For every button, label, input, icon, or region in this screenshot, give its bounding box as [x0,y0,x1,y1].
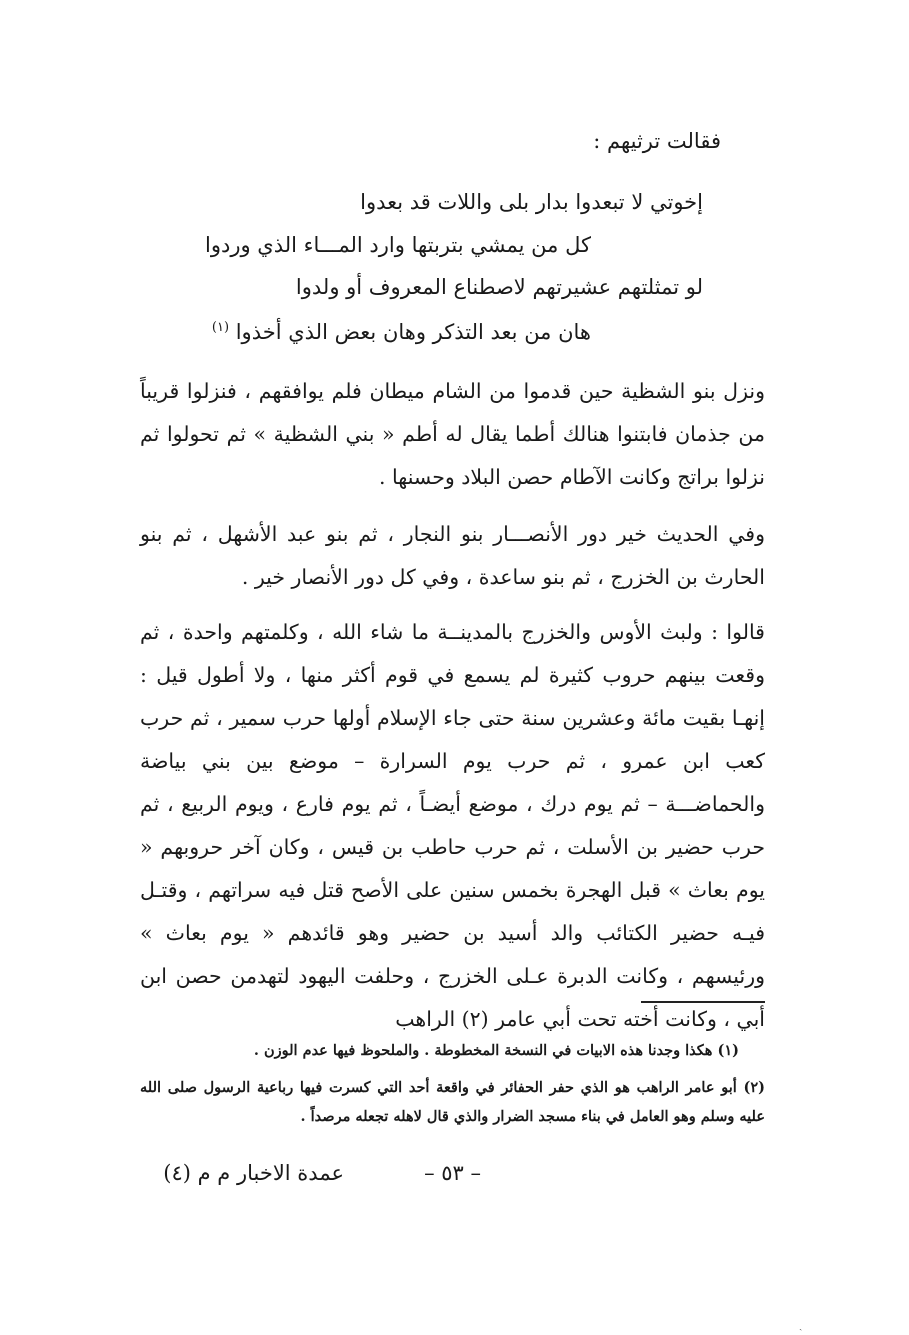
intro-line: فقالت ترثيهم : [593,129,721,153]
verse-line-2: كل من يمشي بتربتها وارد المـــاء الذي وردوا [205,233,591,257]
verse-line-4 [212,313,591,347]
footnote-ref-1[interactable]: (١) [211,320,230,335]
page-number: – ٥٣ – [424,1161,481,1185]
paragraph-3: قالوا : ولبث الأوس والخزرج بالمدينــة ما شاء الله ، وكلمتهم واحدة ، ثم وقعت بينهم حروب كثيرة لم يسمع في قوم أكثر منها ، ولا أطول قيل : إنهـا بقيت مائة وعشرين سنة حتى جاء الإسلام أولها حرب سمير ، ثم حرب كعب ابن عمرو ، ثم حرب يوم السرارة – موضع بين بني بياضة والحماضـــة – ثم يوم درك ، موضع أيضـاً ، ثم يوم فارع ، ويوم الربيع ، ثم حرب حضير بن الأسلت ، ثم حرب حاطب بن قيس ، وكان آخر حروبهم « يوم بعاث » قبل الهجرة بخمس سنين على الأصح قتل فيه سراتهم ، وقتـل فيـه حضير الكتائب والد أسيد بن حضير وهو قائدهم « يوم بعاث » ورئيسهم ، وكانت الدبرة عـلى الخزرج ، وحلفت اليهود لتهدمن حصن ابن أبي ، وكانت أخته تحت أبي عامر (٢) الراهب [140,620,765,1031]
running-title: عمدة الاخبار م م (٤) [163,1161,344,1185]
verse-line-3: لو تمثلتهم عشيرتهم لاصطناع المعروف أو ولدوا [295,275,703,299]
footnote-2: (٢) أبو عامر الراهب هو الذي حفر الحفائر في واقعة أحد التي كسرت فيها رباعية الرسول صلى الله عليه وسلم وهو العامل في بناء مسجد الضرار والذي قال لاهله تجعله مرصداً . [140,1079,765,1125]
footnote-1: (١) هكذا وجدنا هذه الابيات في النسخة المخطوطة . والملحوظ فيها عدم الوزن . [253,1042,739,1059]
verse-line-1: إخوتي لا تبعدوا بدار بلى واللات قد بعدوا [360,190,703,214]
footnote-divider [641,1001,765,1003]
paragraph-2: وفي الحديث خير دور الأنصـــار بنو النجار ، ثم بنو عبد الأشهل ، ثم بنو الحارث بن الخزرج ، ثم بنو ساعدة ، وفي كل دور الأنصار خير . [140,522,765,589]
verse-line-4-text: هان من بعد التذكر وهان بعض الذي أخذوا [235,320,591,344]
paragraph-1: ونزل بنو الشظية حين قدموا من الشام ميطان فلم يوافقهم ، فنزلوا قريباً من جذمان فابتنوا هنالك أطما يقال له أطم « بني الشظية » ثم تحولوا ثم نزلوا براتج وكانت الآطام حصن البلاد وحسنها . [140,379,765,489]
scan-speck: ˎ [799,1320,803,1331]
